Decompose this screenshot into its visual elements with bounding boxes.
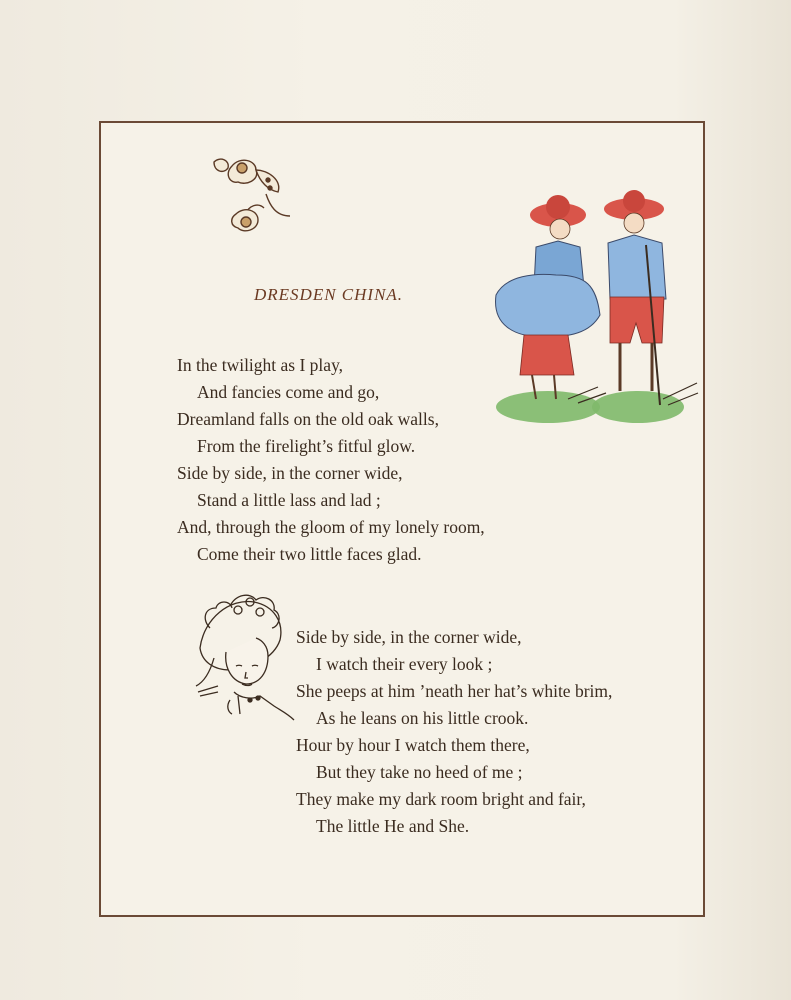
poem-line: In the twilight as I play,	[177, 355, 344, 375]
poem-line: Side by side, in the corner wide,	[296, 627, 522, 647]
poem-line: And fancies come and go,	[197, 382, 380, 402]
poem-line: As he leans on his little crook.	[316, 708, 529, 728]
poem-stanza-2	[296, 624, 612, 840]
poem-line: And, through the gloom of my lonely room,	[177, 517, 485, 537]
poem-line: They make my dark room bright and fair,	[296, 789, 586, 809]
dresden-figures-illustration	[488, 185, 703, 435]
poem-stanza-1	[177, 352, 485, 568]
poem-title: DRESDEN CHINA.	[254, 285, 404, 304]
lady-portrait-illustration	[190, 588, 302, 728]
poem-line: From the firelight’s fitful glow.	[197, 436, 416, 456]
poem-line: She peeps at him ’neath her hat’s white brim,	[296, 681, 613, 701]
flower-ornament-icon	[204, 148, 299, 243]
poem-line: Dreamland falls on the old oak walls,	[177, 409, 439, 429]
poem-line: Come their two little faces glad.	[197, 544, 422, 564]
poem-line: Stand a little lass and lad ;	[197, 490, 381, 510]
poem-line: Hour by hour I watch them there,	[296, 735, 530, 755]
poem-line: Side by side, in the corner wide,	[177, 463, 403, 483]
poem-line: The little He and She.	[316, 816, 470, 836]
poem-line: I watch their every look ;	[316, 654, 493, 674]
poem-line: But they take no heed of me ;	[316, 762, 523, 782]
